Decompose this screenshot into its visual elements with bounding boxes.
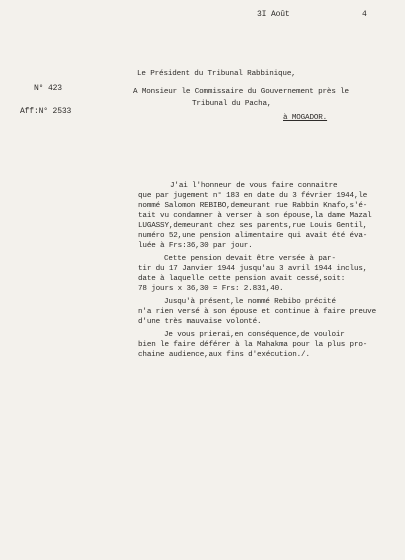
body-line: J'ai l'honneur de vous faire connaitre (170, 182, 338, 190)
body-line: que par jugement n° 183 en date du 3 février 1944,le (138, 192, 368, 200)
body-line: tait vu condamner à verser à son épouse,la dame Mazal (138, 212, 372, 220)
sender-title: Le Président du Tribunal Rabbinique, (137, 70, 296, 78)
body-line: nommé Salomon REBIBO,demeurant rue Rabbin Knafo,s'é- (138, 202, 368, 210)
letter-date: 3I Août (257, 10, 290, 19)
recipient-city: à MOGADOR. (283, 114, 328, 122)
body-line: numéro 52,une pension alimentaire qui avait été éva- (138, 232, 368, 240)
body-line: LUGASSY,demeurant chez ses parents,rue Louis Gentil, (138, 222, 368, 230)
body-line: luée à Frs:36,30 par jour. (138, 242, 253, 250)
reference-number: N° 423 (34, 84, 62, 93)
body-line: bien le faire déférer à la Mahakma pour la plus pro- (138, 341, 368, 349)
recipient-line-2: Tribunal du Pacha, (192, 100, 272, 108)
body-line: tir du 17 Janvier 1944 jusqu'au 3 avril 1944 inclus, (138, 265, 368, 273)
body-line: n'a rien versé à son épouse et continue à faire preuve (138, 308, 376, 316)
body-line: Cette pension devait être versée à par- (164, 255, 336, 263)
page-number: 4 (362, 10, 367, 19)
recipient-line-1: A Monsieur le Commissaire du Gouvernement près le (133, 88, 349, 96)
body-line: chaine audience,aux fins d'exécution./. (138, 351, 310, 359)
body-line: date à laquelle cette pension avait cessé,soit: (138, 275, 346, 283)
body-line: Je vous prierai,en conséquence,de vouloir (164, 331, 345, 339)
body-line: 78 jours x 36,30 = Frs: 2.831,40. (138, 285, 284, 293)
affaire-number: Aff:N° 2533 (20, 107, 72, 116)
body-line: d'une très mauvaise volonté. (138, 318, 262, 326)
body-line: Jusqu'à présent,le nommé Rebibo précité (164, 298, 336, 306)
